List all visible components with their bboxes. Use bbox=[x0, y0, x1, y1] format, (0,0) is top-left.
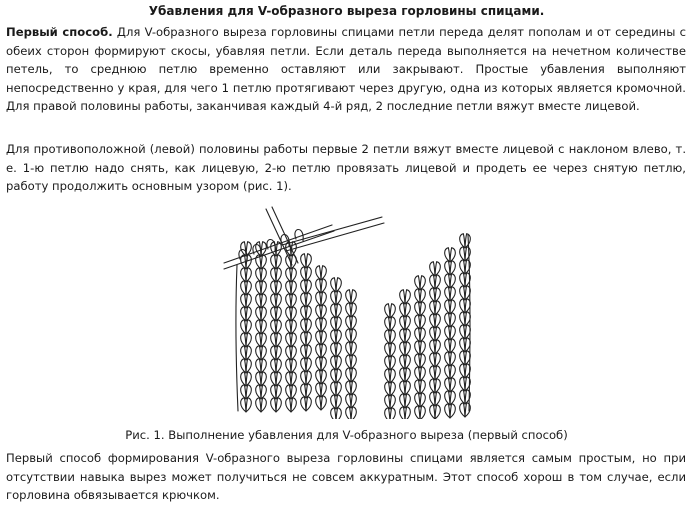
paragraph-method-one-text: Для V-образного выреза горловины спицами петли переда делят пополам и от середины с обеих сторон формируют скосы, убавляя петли. Если деталь переда выполняется на нечетном количестве петель, то среднюю петлю временно оставляют или закрывают. Простые убавления выполняют непосредственно у края, для чего 1 петлю протягивают через другую, одна из которых является кромочной. Для правой половины работы, заканчивая каждый 4-й ряд, 2 последние петли вяжут вместе лицевой. bbox=[6, 25, 687, 114]
page-title: Убавления для V-образного выреза горловины спицами. bbox=[148, 4, 545, 18]
knitting-illustration bbox=[222, 205, 475, 419]
paragraph-left-half: Для противоположной (левой) половины работы первые 2 петли вяжут вместе лицевой с наклоном влево, т. е. 1-ю петлю надо снять, как лицевую, 2-ю петлю провязать лицевой и продеть ее через снятую петлю, работу продолжить основным узором (рис. 1). bbox=[6, 142, 686, 194]
figure-caption: Рис. 1. Выполнение убавления для V-образного выреза (первый способ) bbox=[125, 428, 568, 442]
method-heading: Первый способ. bbox=[6, 25, 113, 39]
paragraph-method-one bbox=[6, 23, 686, 116]
knitting-illustration-icon bbox=[222, 205, 475, 419]
paragraph-conclusion: Первый способ формирования V-образного выреза горловины спицами является самым простым, но при отсутствии навыка вырез может получиться не совсем аккуратным. Этот способ хорош в том случае, если горловина обвязывается крючком. bbox=[6, 451, 686, 503]
